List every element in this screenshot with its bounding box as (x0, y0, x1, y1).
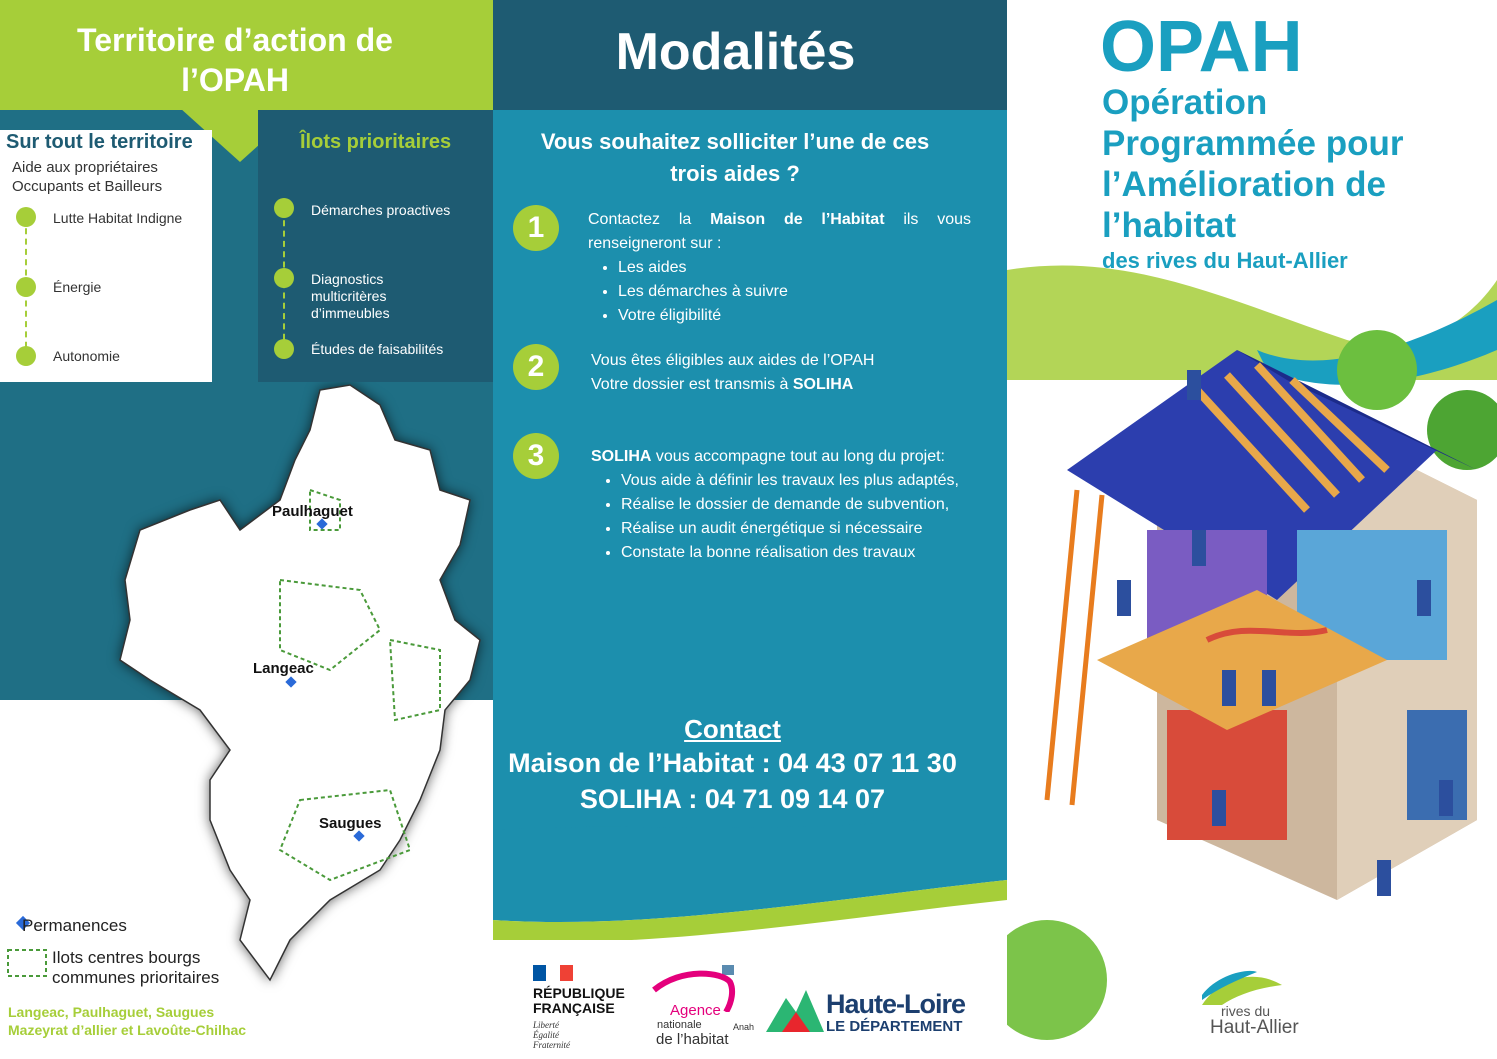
contact-maison-habitat: Maison de l’Habitat : 04 43 07 11 30 (508, 748, 957, 778)
territory-item: Lutte Habitat Indigne (53, 210, 183, 226)
opah-subtitle-line: Opération (1102, 83, 1268, 122)
step-2-text: Vous êtes éligibles aux aides de l’OPAH (591, 352, 875, 369)
rf-motto-line: Égalité (533, 1030, 559, 1040)
bottom-towns (8, 1003, 246, 1039)
rf-motto (533, 1020, 570, 1050)
haute-loire-mountain-icon (766, 990, 826, 1034)
step-1-text: Contactez la (588, 211, 692, 228)
rf-logo-text (533, 986, 625, 1016)
territory-subtitle (12, 158, 162, 196)
anah-text-2: nationale (657, 1019, 702, 1031)
step-1-item: • Votre éligibilité (618, 304, 971, 328)
map-label-saugues: Saugues (319, 815, 382, 832)
rf-flag (533, 965, 573, 981)
step-1-text: ils vous renseigneront sur : (588, 211, 971, 252)
map-label-langeac: Langeac (253, 660, 314, 677)
step-2 (591, 349, 974, 397)
rf-motto-line: Fraternité (533, 1040, 570, 1050)
rives-logo-text-1: rives du (1221, 1003, 1271, 1019)
step-3-item: • Vous aide à définir les travaux les plus adaptés, (621, 469, 974, 493)
territory-item: Autonomie (53, 348, 120, 364)
opah-subtitle (1102, 82, 1403, 246)
opah-title: OPAH (1100, 7, 1303, 87)
step-3-item: • Constate la bonne réalisation des travaux (621, 541, 974, 565)
step-number: 2 (513, 344, 559, 390)
rives-logo-text-2: Haut-Allier (1210, 1017, 1299, 1038)
anah-text-4: Anah (733, 1022, 755, 1032)
anah-text-1: Agence (670, 1002, 721, 1019)
step-1-item: • Les démarches à suivre (618, 280, 971, 304)
step-2-bold: SOLIHA (792, 376, 854, 393)
rf-motto-line: Liberté (533, 1020, 559, 1030)
opah-location: des rives du Haut-Allier (1102, 248, 1348, 273)
middle-bottom-wave (493, 820, 1007, 940)
contact-title: Contact (684, 714, 781, 744)
bullet-dot (16, 346, 36, 366)
step-3-item: • Réalise un audit énergétique si nécessaire (621, 517, 974, 541)
legend-ilots-line: communes prioritaires (52, 968, 220, 987)
bullet-dot (274, 339, 294, 359)
step-3-item: • Réalise le dossier de demande de subvention, (621, 493, 974, 517)
opah-subtitle-line: l’Amélioration de (1102, 165, 1386, 204)
bullet-dot (274, 268, 294, 288)
step-2-text: Votre dossier est transmis à (591, 376, 789, 393)
territory-item: Énergie (53, 279, 102, 295)
bottom-towns-line: Langeac, Paulhaguet, Saugues (8, 1004, 215, 1020)
step-1-item: • Les aides (618, 256, 971, 280)
rf-line: FRANÇAISE (533, 1000, 615, 1016)
anah-text-3: de l’habitat (656, 1031, 729, 1048)
territory-title: Sur tout le territoire (6, 131, 193, 153)
step-number: 1 (513, 205, 559, 251)
house-illustration (1007, 260, 1497, 1059)
middle-title: Modalités (615, 23, 856, 81)
left-title: Territoire d’action de l’OPAH (77, 22, 393, 98)
opah-subtitle-line: Programmée pour (1102, 124, 1404, 163)
bullet-dot (274, 198, 294, 218)
rf-line: RÉPUBLIQUE (533, 985, 625, 1001)
step-3-text: vous accompagne tout au long du projet: (655, 448, 945, 465)
territory-subtitle-line: Aide aux propriétaires (12, 159, 158, 176)
bullet-dot (16, 207, 36, 227)
question: Vous souhaitez solliciter l’une de ces trois aides ? (540, 129, 930, 186)
contact-soliha: SOLIHA : 04 71 09 14 07 (579, 784, 886, 814)
bottom-towns-line: Mazeyrat d’allier et Lavoûte-Chilhac (8, 1022, 247, 1038)
map-label-paulhaguet: Paulhaguet (272, 503, 353, 520)
bullet-dot (16, 277, 36, 297)
legend-ilots-line: Ilots centres bourgs (52, 948, 201, 967)
step-number: 3 (513, 433, 559, 479)
haute-loire-title: Haute-Loire (826, 989, 966, 1019)
ilots-item: Études de faisabilités (311, 341, 444, 357)
legend-ilots (52, 948, 219, 988)
opah-subtitle-line: l’habitat (1102, 206, 1237, 245)
step-1-bold: Maison de l’Habitat (710, 211, 885, 228)
haute-loire-sub: LE DÉPARTEMENT (826, 1018, 963, 1035)
ilots-item: Diagnostics multicritères d’immeubles (311, 271, 390, 321)
territory-subtitle-line: Occupants et Bailleurs (12, 178, 163, 195)
ilots-item: Démarches proactives (311, 202, 451, 218)
legend-permanences: Permanences (22, 916, 127, 935)
step-1 (588, 208, 971, 328)
step-3-bold: SOLIHA (591, 448, 652, 465)
step-3 (591, 445, 974, 565)
ilots-title: Îlots prioritaires (300, 131, 452, 153)
